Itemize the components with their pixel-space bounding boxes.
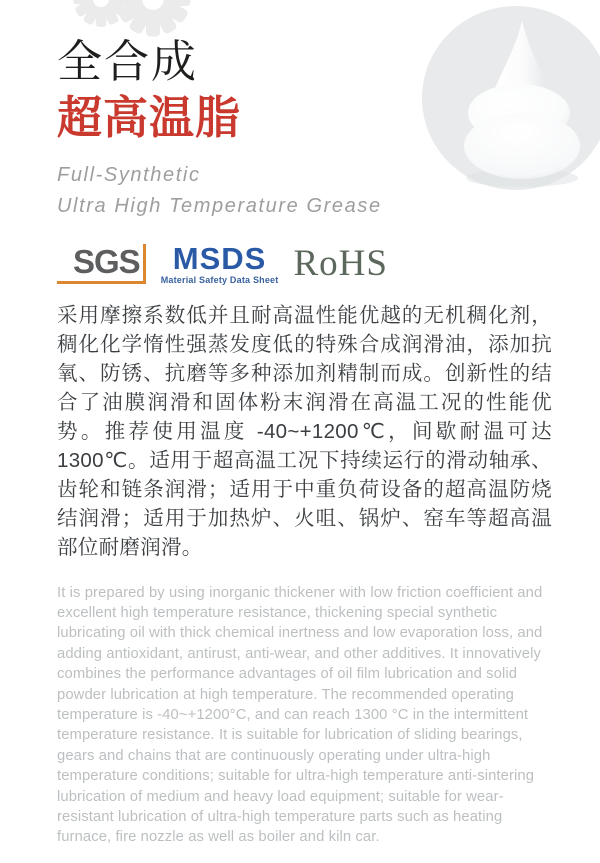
gear-icon [114, 0, 192, 38]
description-english: It is prepared by using inorganic thickener with low friction coefficient and excellent high temperature resistance, thickening special synthetic lubricating oil with thick chemical inertness and low evaporation loss, and adding antioxidant, antirust, anti-wear, and other additives. It innovatively combines the performance advantages of oil film lubrication and solid powder lubrication at high temperature. The recommended operating temperature is -40~+1200°C, and can reach 1300 °C in the intermittent temperature resistance. It is suitable for lubrication of sliding bearings, gears and chains that are continuously operating under ultra-high temperature conditions; suitable for ultra-high temperature anti-sintering lubrication of medium and heavy load equipment; suitable for wear-resistant lubrication of ultra-high temperature parts such as heating furnace, fire nozzle as well as boiler and kiln car. [57, 584, 543, 846]
sgs-logo: SGS [57, 244, 146, 284]
subtitle-line-2: Ultra High Temperature Grease [57, 195, 382, 217]
msds-logo-text: MSDS [172, 241, 267, 276]
subtitle-line-1: Full-Synthetic [57, 164, 201, 186]
subtitle [57, 160, 552, 222]
certification-badges [57, 243, 552, 285]
content-column [57, 34, 552, 863]
description-chinese: 采用摩擦系数低并且耐高温性能优越的无机稠化剂，稠化化学惰性强蒸发度低的特殊合成润滑油，添加抗氧、防锈、抗磨等多种添加剂精制而成。创新性的结合了油膜润滑和固体粉末润滑在高温工况的性能优势。推荐使用温度 -40~+1200℃，间歇耐温可达 1300℃。适用于超高温工况下持续运行的滑动轴承、齿轮和链条润滑；适用于中重负荷设备的超高温防烧结润滑；适用于加热炉、火咀、锅炉、窑车等超高温部位耐磨润滑。 [57, 304, 552, 559]
rohs-logo: RoHS [293, 243, 388, 284]
title-line-red: 超高温脂 [57, 92, 242, 143]
msds-logo-subtitle: Material Safety Data Sheet [160, 275, 279, 285]
page-title [57, 34, 552, 146]
title-line-black: 全合成 [57, 36, 199, 87]
msds-logo [161, 243, 279, 285]
